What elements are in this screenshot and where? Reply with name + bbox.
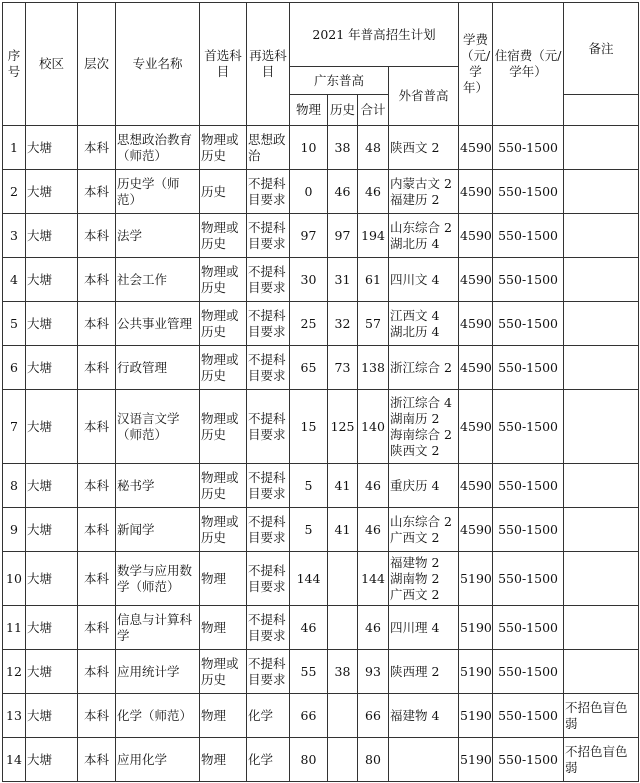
history-count-cell: 73 (328, 346, 358, 390)
secondary-subject-cell: 化学 (247, 694, 290, 738)
history-count-cell (328, 552, 358, 606)
tuition-cell: 4590 (459, 390, 493, 464)
total-count-cell: 61 (358, 258, 389, 302)
secondary-subject-cell: 不提科目要求 (247, 258, 290, 302)
history-count-cell (328, 606, 358, 650)
history-count-cell: 46 (328, 170, 358, 214)
primary-subject-cell: 物理 (200, 606, 247, 650)
notes-cell (564, 552, 639, 606)
history-count-cell: 38 (328, 126, 358, 170)
total-count-cell: 46 (358, 464, 389, 508)
total-count-cell: 80 (358, 738, 389, 782)
level-cell: 本科 (78, 170, 116, 214)
header-guangdong: 广东普高 (290, 67, 389, 95)
secondary-subject-cell: 不提科目要求 (247, 606, 290, 650)
primary-subject-cell: 物理或历史 (200, 258, 247, 302)
total-count-cell: 93 (358, 650, 389, 694)
dorm-fee-cell: 550-1500 (493, 552, 564, 606)
notes-cell (564, 390, 639, 464)
seq-cell: 14 (3, 738, 26, 782)
notes-cell (564, 650, 639, 694)
other-province-cell: 山东综合 2 广西文 2 (389, 508, 459, 552)
header-notes-blank (564, 95, 639, 126)
secondary-subject-cell: 化学 (247, 738, 290, 782)
table-row (3, 302, 639, 346)
campus-cell: 大塘 (26, 552, 78, 606)
header-major: 专业名称 (116, 3, 200, 126)
level-cell: 本科 (78, 552, 116, 606)
major-cell: 公共事业管理 (116, 302, 200, 346)
table-row (3, 464, 639, 508)
history-count-cell: 41 (328, 508, 358, 552)
notes-cell (564, 346, 639, 390)
major-cell: 法学 (116, 214, 200, 258)
history-count-cell: 31 (328, 258, 358, 302)
dorm-fee-cell: 550-1500 (493, 606, 564, 650)
seq-cell: 5 (3, 302, 26, 346)
secondary-subject-cell: 不提科目要求 (247, 302, 290, 346)
header-level: 层次 (78, 3, 116, 126)
campus-cell: 大塘 (26, 650, 78, 694)
secondary-subject-cell: 不提科目要求 (247, 508, 290, 552)
physics-count-cell: 5 (290, 508, 328, 552)
history-count-cell (328, 694, 358, 738)
primary-subject-cell: 物理或历史 (200, 650, 247, 694)
other-province-cell: 江西文 4 湖北历 4 (389, 302, 459, 346)
level-cell: 本科 (78, 508, 116, 552)
dorm-fee-cell: 550-1500 (493, 346, 564, 390)
major-cell: 思想政治教育（师范） (116, 126, 200, 170)
table-row (3, 650, 639, 694)
level-cell: 本科 (78, 606, 116, 650)
physics-count-cell: 5 (290, 464, 328, 508)
campus-cell: 大塘 (26, 170, 78, 214)
level-cell: 本科 (78, 650, 116, 694)
table-row (3, 694, 639, 738)
secondary-subject-cell: 不提科目要求 (247, 390, 290, 464)
campus-cell: 大塘 (26, 126, 78, 170)
campus-cell: 大塘 (26, 606, 78, 650)
physics-count-cell: 10 (290, 126, 328, 170)
total-count-cell: 57 (358, 302, 389, 346)
other-province-cell: 重庆历 4 (389, 464, 459, 508)
header-tuition: 学费（元/学年） (459, 3, 493, 126)
other-province-cell: 四川理 4 (389, 606, 459, 650)
tuition-cell: 4590 (459, 258, 493, 302)
seq-cell: 10 (3, 552, 26, 606)
header-dorm-fee: 住宿费（元/学年） (493, 3, 564, 126)
notes-cell: 不招色盲色弱 (564, 694, 639, 738)
total-count-cell: 46 (358, 606, 389, 650)
primary-subject-cell: 物理或历史 (200, 464, 247, 508)
tuition-cell: 4590 (459, 302, 493, 346)
major-cell: 应用统计学 (116, 650, 200, 694)
major-cell: 秘书学 (116, 464, 200, 508)
major-cell: 新闻学 (116, 508, 200, 552)
campus-cell: 大塘 (26, 346, 78, 390)
table-row (3, 126, 639, 170)
level-cell: 本科 (78, 346, 116, 390)
total-count-cell: 48 (358, 126, 389, 170)
history-count-cell: 41 (328, 464, 358, 508)
notes-cell (564, 508, 639, 552)
enrollment-plan-table (2, 2, 639, 782)
notes-cell (564, 214, 639, 258)
total-count-cell: 140 (358, 390, 389, 464)
notes-cell (564, 464, 639, 508)
tuition-cell: 4590 (459, 170, 493, 214)
tuition-cell: 5190 (459, 552, 493, 606)
history-count-cell: 38 (328, 650, 358, 694)
physics-count-cell: 30 (290, 258, 328, 302)
other-province-cell: 陕西文 2 (389, 126, 459, 170)
total-count-cell: 144 (358, 552, 389, 606)
tuition-cell: 4590 (459, 508, 493, 552)
seq-cell: 3 (3, 214, 26, 258)
primary-subject-cell: 物理或历史 (200, 302, 247, 346)
header-campus: 校区 (26, 3, 78, 126)
major-cell: 历史学（师范） (116, 170, 200, 214)
major-cell: 汉语言文学（师范） (116, 390, 200, 464)
total-count-cell: 46 (358, 508, 389, 552)
primary-subject-cell: 物理或历史 (200, 214, 247, 258)
total-count-cell: 66 (358, 694, 389, 738)
notes-cell (564, 606, 639, 650)
notes-cell (564, 258, 639, 302)
table-row (3, 258, 639, 302)
physics-count-cell: 97 (290, 214, 328, 258)
header-other-province: 外省普高 (389, 67, 459, 126)
physics-count-cell: 80 (290, 738, 328, 782)
dorm-fee-cell: 550-1500 (493, 508, 564, 552)
major-cell: 社会工作 (116, 258, 200, 302)
header-total: 合计 (358, 95, 389, 126)
header-notes: 备注 (564, 3, 639, 95)
secondary-subject-cell: 不提科目要求 (247, 346, 290, 390)
history-count-cell: 125 (328, 390, 358, 464)
history-count-cell: 32 (328, 302, 358, 346)
header-seq: 序号 (3, 3, 26, 126)
dorm-fee-cell: 550-1500 (493, 126, 564, 170)
dorm-fee-cell: 550-1500 (493, 258, 564, 302)
dorm-fee-cell: 550-1500 (493, 214, 564, 258)
header-physics: 物理 (290, 95, 328, 126)
level-cell: 本科 (78, 738, 116, 782)
other-province-cell: 福建物 2 湖南物 2 广西文 2 (389, 552, 459, 606)
physics-count-cell: 66 (290, 694, 328, 738)
seq-cell: 12 (3, 650, 26, 694)
notes-cell: 不招色盲色弱 (564, 738, 639, 782)
physics-count-cell: 0 (290, 170, 328, 214)
other-province-cell (389, 738, 459, 782)
seq-cell: 13 (3, 694, 26, 738)
total-count-cell: 46 (358, 170, 389, 214)
total-count-cell: 194 (358, 214, 389, 258)
dorm-fee-cell: 550-1500 (493, 694, 564, 738)
tuition-cell: 5190 (459, 738, 493, 782)
seq-cell: 6 (3, 346, 26, 390)
level-cell: 本科 (78, 258, 116, 302)
secondary-subject-cell: 不提科目要求 (247, 464, 290, 508)
campus-cell: 大塘 (26, 302, 78, 346)
level-cell: 本科 (78, 302, 116, 346)
dorm-fee-cell: 550-1500 (493, 464, 564, 508)
table-row (3, 738, 639, 782)
other-province-cell: 浙江综合 2 (389, 346, 459, 390)
primary-subject-cell: 物理或历史 (200, 390, 247, 464)
primary-subject-cell: 物理或历史 (200, 346, 247, 390)
other-province-cell: 四川文 4 (389, 258, 459, 302)
campus-cell: 大塘 (26, 464, 78, 508)
table-row (3, 606, 639, 650)
primary-subject-cell: 物理或历史 (200, 508, 247, 552)
other-province-cell: 内蒙古文 2 福建历 2 (389, 170, 459, 214)
physics-count-cell: 65 (290, 346, 328, 390)
tuition-cell: 4590 (459, 214, 493, 258)
primary-subject-cell: 物理或历史 (200, 126, 247, 170)
campus-cell: 大塘 (26, 694, 78, 738)
history-count-cell (328, 738, 358, 782)
tuition-cell: 4590 (459, 126, 493, 170)
table-row (3, 552, 639, 606)
dorm-fee-cell: 550-1500 (493, 650, 564, 694)
physics-count-cell: 25 (290, 302, 328, 346)
seq-cell: 7 (3, 390, 26, 464)
table-row (3, 390, 639, 464)
physics-count-cell: 15 (290, 390, 328, 464)
notes-cell (564, 126, 639, 170)
other-province-cell: 山东综合 2 湖北历 4 (389, 214, 459, 258)
table-body (3, 126, 639, 782)
seq-cell: 2 (3, 170, 26, 214)
secondary-subject-cell: 不提科目要求 (247, 170, 290, 214)
tuition-cell: 4590 (459, 346, 493, 390)
campus-cell: 大塘 (26, 390, 78, 464)
level-cell: 本科 (78, 464, 116, 508)
campus-cell: 大塘 (26, 258, 78, 302)
primary-subject-cell: 物理 (200, 738, 247, 782)
secondary-subject-cell: 不提科目要求 (247, 214, 290, 258)
notes-cell (564, 170, 639, 214)
dorm-fee-cell: 550-1500 (493, 170, 564, 214)
other-province-cell: 福建物 4 (389, 694, 459, 738)
campus-cell: 大塘 (26, 508, 78, 552)
other-province-cell: 陕西理 2 (389, 650, 459, 694)
level-cell: 本科 (78, 390, 116, 464)
physics-count-cell: 144 (290, 552, 328, 606)
history-count-cell: 97 (328, 214, 358, 258)
table-row (3, 346, 639, 390)
seq-cell: 11 (3, 606, 26, 650)
seq-cell: 1 (3, 126, 26, 170)
seq-cell: 4 (3, 258, 26, 302)
secondary-subject-cell: 不提科目要求 (247, 552, 290, 606)
total-count-cell: 138 (358, 346, 389, 390)
header-secondary-subject: 再选科目 (247, 3, 290, 126)
header-primary-subject: 首选科目 (200, 3, 247, 126)
campus-cell: 大塘 (26, 738, 78, 782)
seq-cell: 8 (3, 464, 26, 508)
dorm-fee-cell: 550-1500 (493, 738, 564, 782)
level-cell: 本科 (78, 694, 116, 738)
notes-cell (564, 302, 639, 346)
table-row (3, 214, 639, 258)
level-cell: 本科 (78, 126, 116, 170)
major-cell: 数学与应用数学（师范） (116, 552, 200, 606)
table-row (3, 170, 639, 214)
physics-count-cell: 46 (290, 606, 328, 650)
level-cell: 本科 (78, 214, 116, 258)
primary-subject-cell: 物理 (200, 694, 247, 738)
primary-subject-cell: 历史 (200, 170, 247, 214)
tuition-cell: 5190 (459, 694, 493, 738)
physics-count-cell: 55 (290, 650, 328, 694)
dorm-fee-cell: 550-1500 (493, 390, 564, 464)
campus-cell: 大塘 (26, 214, 78, 258)
tuition-cell: 4590 (459, 464, 493, 508)
major-cell: 化学（师范） (116, 694, 200, 738)
table-row (3, 508, 639, 552)
major-cell: 应用化学 (116, 738, 200, 782)
header-history: 历史 (328, 95, 358, 126)
other-province-cell: 浙江综合 4 湖南历 2 海南综合 2 陕西文 2 (389, 390, 459, 464)
major-cell: 信息与计算科学 (116, 606, 200, 650)
secondary-subject-cell: 思想政治 (247, 126, 290, 170)
primary-subject-cell: 物理 (200, 552, 247, 606)
tuition-cell: 5190 (459, 606, 493, 650)
secondary-subject-cell: 不提科目要求 (247, 650, 290, 694)
tuition-cell: 5190 (459, 650, 493, 694)
header-enrollment-plan: 2021 年普高招生计划 (290, 3, 459, 67)
seq-cell: 9 (3, 508, 26, 552)
major-cell: 行政管理 (116, 346, 200, 390)
dorm-fee-cell: 550-1500 (493, 302, 564, 346)
